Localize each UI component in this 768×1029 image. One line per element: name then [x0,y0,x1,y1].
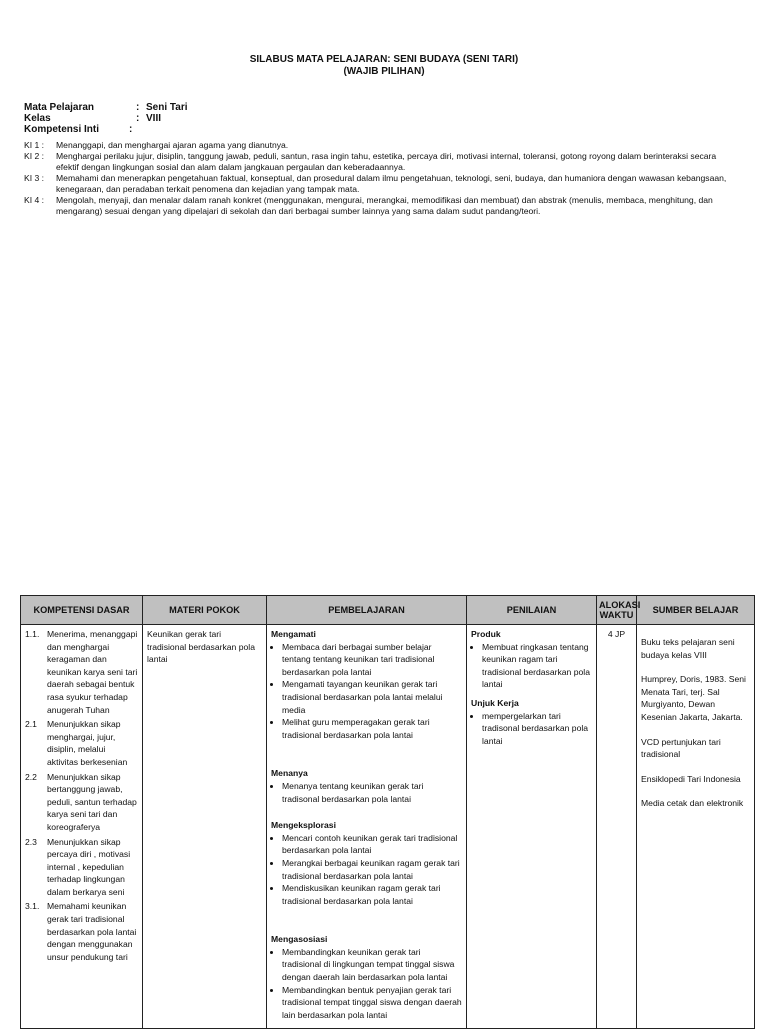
sumber-item: Humprey, Doris, 1983. Seni Menata Tari, terj. Sal Murgiyanto, Dewan Kesenian Jakarta, Jakarta. [641,674,746,722]
kd-item [25,718,138,768]
kd-text: Menunjukkan sikap bertanggung jawab, peduli, santun terhadap karya seni tari dan koreograferya [47,771,137,832]
kd-item [25,771,138,834]
list-item: • Mengamati tayangan keunikan gerak tari tradisional berdasarkan pola lantai melalui media [282,678,462,716]
ki-code: KI 2 : [24,151,45,161]
kd-text: Menerima, menanggapi dan menghargai keragaman dan keunikan karya seni tari daerah sebagai bentuk rasa syukur terhadap anugerah Tuhan [47,629,138,715]
cell-penilaian [467,625,597,1029]
menanya-list [271,780,462,805]
produk-list [471,641,592,691]
mengamati-list [271,641,462,742]
cell-alokasi-waktu [597,625,637,1029]
materi-text: Keunikan gerak tari tradisional berdasarkan pola lantai [147,629,255,665]
sumber-item: Media cetak dan elektronik [641,798,744,809]
kd-number: 2.2 [25,771,37,782]
ki-item [24,151,740,173]
list-item: • Membandingkan bentuk penyajian gerak tari tradisional tempat tinggal siswa dengan daerah lain berdasarkan pola lantai [282,984,462,1022]
header-materi-pokok: MATERI POKOK [143,596,267,625]
mengasosiasi-list [271,946,462,1022]
sumber-item: Buku teks pelajaran seni budaya kelas VIII [641,637,735,660]
kompetensi-inti-list [24,140,740,217]
header-penilaian: PENILAIAN [467,596,597,625]
kd-number: 3.1. [25,901,40,912]
ki-text: Mengolah, menyaji, dan menalar dalam ranah konkret (menggunakan, mengurai, merangkai, memodifikasi dan membuat) dan abstrak (menulis, membaca, menghitung, dan mengarang) sesuai dengan yang dipelajari di sekolah dan dari berbagai sumber lainnya yang sama dalam sudut pandang/teori. [56,195,713,216]
ki-text: Menghargai perilaku jujur, disiplin, tanggung jawab, peduli, santun, rasa ingin tahu, estetika, percaya diri, motivasi internal, toleransi, gotong royong dalam berinteraksi secara efektif dengan lingkungan sosial dan alam dalam jangkauan pergaulan dan keberadaannya. [56,151,717,172]
meta-separator: : [136,113,140,124]
section-heading-mengasosiasi: Mengasosiasi [271,934,328,945]
section-heading-menanya: Menanya [271,768,308,779]
meta-label: Kompetensi Inti [24,124,100,135]
table-header-row [21,596,755,625]
ki-item [24,140,740,151]
kd-item [25,836,138,899]
document-title: SILABUS MATA PELAJARAN: SENI BUDAYA (SENI TARI) [249,54,519,65]
kd-item [25,900,138,963]
ki-code: KI 1 : [24,140,45,150]
sumber-item: Ensiklopedi Tari Indonesia [641,773,741,784]
cell-pembelajaran [267,625,467,1029]
cell-kompetensi-dasar [21,625,143,1029]
cell-sumber-belajar [637,625,755,1029]
meta-row-mapel [24,102,188,113]
section-heading-mengamati: Mengamati [271,629,316,639]
table-row [21,625,755,1029]
meta-row-kelas [24,113,188,124]
kd-number: 1.1. [25,629,40,639]
header-kompetensi-dasar: KOMPETENSI DASAR [21,596,143,625]
kd-item [25,628,138,716]
list-item: • Membuat ringkasan tentang keunikan ragam tari tradisional berdasarkan pola lantai [482,641,592,691]
list-item: • Membandingkan keunikan gerak tari tradisional di lingkungan tempat tinggal siswa dengan daerah lain berdasarkan pola lantai [282,946,462,984]
meta-separator: : [129,124,133,135]
list-item: • Menanya tentang keunikan gerak tari tradisonal berdasarkan pola lantai [282,780,462,805]
alokasi-value: 4 JP [607,629,626,639]
header-sumber-belajar: SUMBER BELAJAR [637,596,755,625]
ki-code: KI 3 : [24,173,45,183]
silabus-table [20,595,755,1029]
kd-number: 2.1 [25,719,37,730]
ki-text: Memahami dan menerapkan pengetahuan faktual, konseptual, dan prosedural dalam ilmu pengetahuan, teknologi, seni, budaya, dan humaniora dengan wawasan kebangsaan, kenegaraan, dan peradaban terkait penomena dan kejadian yang tampak mata. [56,173,727,194]
meta-value: Seni Tari [146,102,188,113]
list-item: • Membaca dari berbagai sumber belajar tentang tentang keunikan tari tradisional berdasarkan pola lantai [282,641,462,679]
kd-text: Menunjukkan sikap percaya diri , motivasi internal , kepedulian terhadap lingkungan dalam berkarya seni [47,836,131,897]
ki-item [24,195,740,217]
kd-number: 2.3 [25,836,37,847]
meta-block [24,102,188,135]
list-item: • Mendiskusikan keunikan ragam gerak tari tradisional berdasarkan pola lantai [282,882,462,907]
header-alokasi-waktu: ALOKASI WAKTU [597,596,637,625]
kd-text: Memahami keunikan gerak tari tradisional berdasarkan pola lantai dengan menggunakan unsur pendukung tari [47,901,137,962]
header-pembelajaran: PEMBELAJARAN [267,596,467,625]
meta-label: Mata Pelajaran [24,102,95,113]
unjuk-kerja-list [471,710,592,748]
ki-item [24,173,740,195]
section-heading-unjuk-kerja: Unjuk Kerja [471,697,519,708]
list-item: • Merangkai berbagai keunikan ragam gerak tari tradisional berdasarkan pola lantai [282,857,462,882]
ki-text: Menanggapi, dan menghargai ajaran agama yang dianutnya. [56,140,289,150]
kd-text: Menunjukkan sikap menghargai, jujur, disiplin, melalui aktivitas berkesenian [47,719,128,767]
meta-label: Kelas [24,113,51,124]
meta-value: VIII [146,113,162,124]
meta-separator: : [136,102,140,113]
meta-row-ki [24,124,188,135]
document-subtitle: (WAJIB PILIHAN) [343,66,425,77]
section-heading-produk: Produk [471,629,501,639]
cell-materi-pokok [143,625,267,1029]
sumber-item: VCD pertunjukan tari tradisional [641,736,721,760]
list-item: • mempergelarkan tari tradisonal berdasarkan pola lantai [482,710,592,748]
section-heading-mengeksplorasi: Mengeksplorasi [271,820,336,831]
mengeksplorasi-list [271,832,462,908]
ki-code: KI 4 : [24,195,45,205]
list-item: • Melihat guru memperagakan gerak tari tradisional berdasarkan pola lantai [282,716,462,741]
list-item: • Mencari contoh keunikan gerak tari tradisional berdasarkan pola lantai [282,832,462,857]
